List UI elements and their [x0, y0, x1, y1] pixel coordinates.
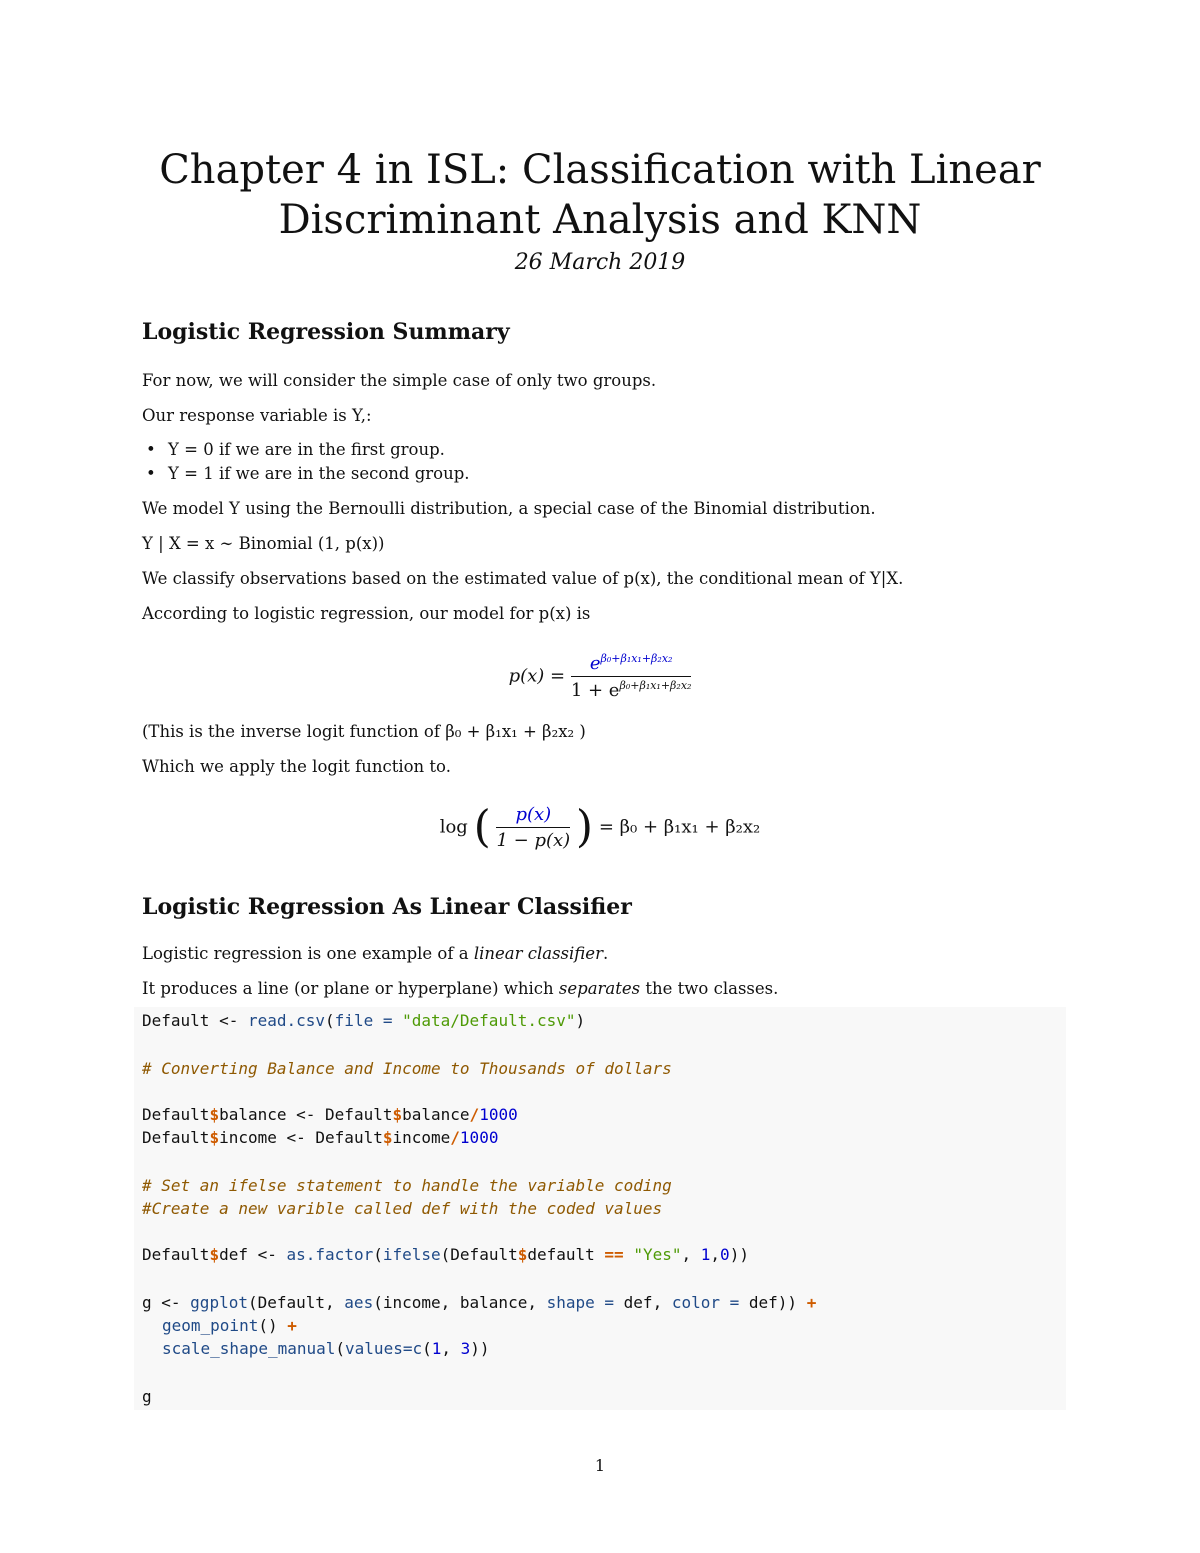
fraction: [496, 804, 570, 851]
denominator-base: 1 + e: [570, 680, 620, 701]
equation-logit: [0, 801, 1200, 853]
fraction-numerator: p(x): [496, 804, 570, 828]
code-line: Default$def <- as.factor(ifelse(Default$default == "Yes", 1,0)): [142, 1245, 749, 1264]
code-line: Default <- read.csv(file = "data/Default.csv"): [142, 1011, 586, 1030]
fraction-denominator: 1 − p(x): [496, 830, 571, 851]
emphasis: linear classifier: [473, 944, 603, 963]
paragraph: For now, we will consider the simple case of only two groups.: [142, 371, 657, 390]
code-comment: # Converting Balance and Income to Thousands of dollars: [142, 1059, 672, 1078]
document-title-line-2: Discriminant Analysis and KNN: [278, 197, 922, 243]
code-line: g <- ggplot(Default, aes(income, balance, shape = def, color = def)) +: [142, 1293, 817, 1312]
formula-inline: Y | X = x ∼ Binomial (1, p(x)): [142, 534, 385, 553]
paragraph: Our response variable is Y,:: [142, 406, 372, 425]
emphasis: separates: [558, 979, 641, 998]
equation-lhs: p(x) =: [508, 665, 566, 687]
fraction: [571, 652, 692, 701]
equation-rhs: = β₀ + β₁x₁ + β₂x₂: [598, 816, 761, 838]
exponent: β₀+β₁x₁+β₂x₂: [600, 652, 673, 665]
code-comment: # Set an ifelse statement to handle the variable coding: [142, 1176, 672, 1195]
paragraph: According to logistic regression, our model for p(x) is: [142, 604, 591, 623]
paragraph: It produces a line (or plane or hyperplane) which separates the two classes.: [142, 979, 779, 998]
document-title-line-1: Chapter 4 in ISL: Classification with Linear: [159, 147, 1041, 193]
page-number: 1: [594, 1456, 606, 1475]
section-heading-logistic-summary: Logistic Regression Summary: [142, 319, 510, 345]
code-line: Default$balance <- Default$balance/1000: [142, 1105, 518, 1124]
exponent: β₀+β₁x₁+β₂x₂: [619, 679, 692, 692]
fraction-denominator: [571, 677, 692, 701]
code-comment: #Create a new varible called def with the coded values: [142, 1199, 663, 1218]
left-paren: (: [473, 801, 491, 853]
document-date: 26 March 2019: [514, 250, 686, 275]
code-line: scale_shape_manual(values=c(1, 3)): [162, 1339, 490, 1358]
log-operator: log: [439, 816, 468, 838]
equation-inverse-logit: [0, 652, 1200, 701]
paragraph: We model Y using the Bernoulli distribution, a special case of the Binomial distribution.: [142, 499, 876, 518]
list-item: • Y = 0 if we are in the first group.: [168, 439, 445, 461]
fraction-numerator: $e^{\beta_0+\beta_1x_1+\beta_2x_2}$: [571, 652, 692, 677]
section-heading-linear-classifier: Logistic Regression As Linear Classifier: [142, 894, 632, 920]
code-line: geom_point() +: [162, 1316, 297, 1335]
paragraph: (This is the inverse logit function of β₀ + β₁x₁ + β₂x₂ ): [142, 722, 586, 741]
list-item: • Y = 1 if we are in the second group.: [168, 463, 470, 485]
code-line: g: [142, 1387, 152, 1406]
paragraph: We classify observations based on the estimated value of p(x), the conditional mean of Y|X.: [142, 569, 904, 588]
paragraph: Logistic regression is one example of a linear classifier.: [142, 944, 609, 963]
right-paren: ): [575, 801, 594, 853]
paragraph: Which we apply the logit function to.: [142, 757, 451, 776]
code-line: Default$income <- Default$income/1000: [142, 1128, 499, 1147]
